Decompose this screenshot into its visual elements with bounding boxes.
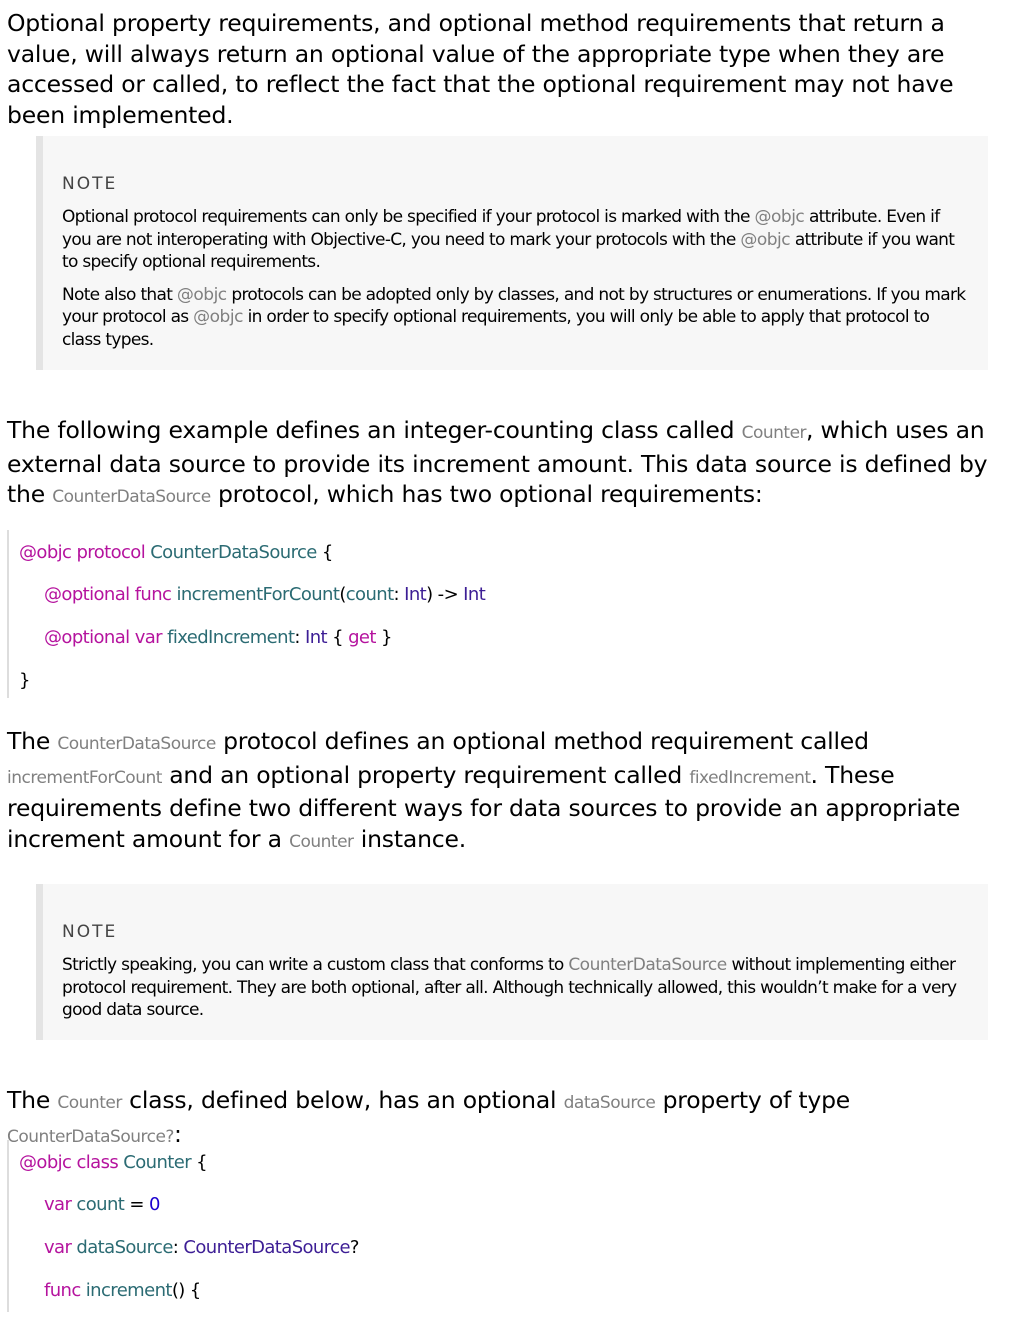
code-token: { bbox=[191, 1152, 207, 1173]
paragraph-optional-requirements bbox=[7, 8, 1017, 130]
code-token: : bbox=[393, 584, 405, 605]
code-token: var bbox=[44, 1237, 72, 1258]
code-token: : bbox=[172, 1237, 184, 1258]
code-token: ) -> bbox=[426, 584, 464, 605]
note-label: NOTE bbox=[62, 174, 118, 194]
code-token: @objc bbox=[19, 1152, 72, 1173]
code-line bbox=[44, 585, 485, 605]
note-text: in order to specify optional requirements, you will only be able to apply that protocol to class types. bbox=[62, 307, 930, 350]
paragraph-text: and an optional property requirement called bbox=[161, 760, 690, 789]
inline-code: @objc bbox=[176, 284, 227, 305]
code-line bbox=[19, 1153, 207, 1173]
note-label: NOTE bbox=[62, 922, 118, 942]
inline-code: CounterDataSource bbox=[57, 734, 216, 754]
code-block-counter-class bbox=[7, 1140, 1009, 1312]
code-line bbox=[19, 543, 333, 563]
code-token: @optional bbox=[44, 627, 130, 648]
note-text: attribute if you want to specify optional requirements. bbox=[62, 229, 955, 272]
code-token: Counter bbox=[123, 1152, 192, 1173]
code-token: Int bbox=[463, 584, 486, 605]
code-token: incrementForCount bbox=[176, 584, 340, 605]
paragraph-text: class, defined below, has an optional bbox=[121, 1086, 564, 1114]
note-box bbox=[36, 884, 988, 1040]
code-line bbox=[44, 1195, 160, 1215]
inline-code: CounterDataSource bbox=[568, 955, 727, 975]
note-text: without implementing either protocol requirement. They are both optional, after all. Although technically allowed, this wouldn’t make for a very good data source. bbox=[62, 955, 957, 1020]
inline-code: @objc bbox=[193, 307, 243, 327]
paragraph-text: The bbox=[7, 1086, 58, 1114]
code-token: { bbox=[327, 627, 349, 648]
inline-code: incrementForCount bbox=[7, 767, 162, 788]
inline-code: Counter bbox=[57, 1093, 122, 1113]
code-token: func bbox=[44, 1280, 81, 1301]
code-token: increment bbox=[85, 1280, 172, 1301]
code-line bbox=[19, 671, 30, 691]
paragraph-text: . These requirements define two different ways for data sources to provide an appropriate increment amount for a bbox=[7, 760, 961, 853]
code-token: { bbox=[316, 542, 333, 563]
code-token: 0 bbox=[148, 1194, 160, 1215]
note-paragraph bbox=[62, 206, 968, 274]
code-token: class bbox=[76, 1152, 119, 1173]
inline-code: fixedIncrement bbox=[689, 767, 811, 788]
inline-code: @objc bbox=[740, 229, 791, 250]
code-token: count bbox=[76, 1194, 125, 1215]
inline-code: CounterDataSource bbox=[52, 487, 211, 507]
code-token: @optional bbox=[44, 584, 130, 605]
code-token: = bbox=[124, 1194, 149, 1215]
note-text: attribute. Even if you are not interoperating with Objective-C, you need to mark your protocols with the bbox=[62, 207, 940, 250]
code-token: get bbox=[348, 627, 376, 648]
paragraph-counter-intro bbox=[7, 415, 1017, 513]
code-token: @objc bbox=[19, 542, 72, 563]
code-line bbox=[44, 1281, 201, 1301]
code-token: var bbox=[44, 1194, 72, 1215]
code-token: : bbox=[294, 627, 306, 648]
code-token: Int bbox=[305, 627, 327, 648]
inline-code: Counter bbox=[741, 423, 807, 443]
inline-code: Counter bbox=[289, 831, 354, 852]
code-token: var bbox=[134, 627, 162, 648]
paragraph-text: protocol defines an optional method requirement called bbox=[215, 727, 869, 755]
note-text: Optional protocol requirements can only be specified if your protocol is marked with the bbox=[62, 207, 755, 227]
code-token: dataSource bbox=[76, 1237, 173, 1258]
paragraph-text: property of type bbox=[655, 1086, 851, 1114]
paragraph-text: , which uses an external data source to provide its increment amount. This data source is defined by the bbox=[7, 416, 988, 508]
note-box bbox=[36, 136, 988, 370]
code-token: ? bbox=[349, 1237, 359, 1258]
note-paragraph bbox=[62, 954, 968, 1022]
paragraph-protocol-description bbox=[7, 726, 1017, 857]
code-token: CounterDataSource bbox=[183, 1237, 350, 1258]
code-line bbox=[44, 1238, 359, 1258]
note-paragraph bbox=[62, 284, 968, 352]
paragraph-text: Optional property requirements, and optional method requirements that return a value, will always return an optional value of the appropriate type when they are accessed or called, to reflect the fact that the optional requirement may not have been implemented. bbox=[7, 9, 954, 129]
code-token: } bbox=[375, 627, 392, 648]
note-text: protocols can be adopted only by classes, and not by structures or enumerations. If you mark your protocol as bbox=[62, 284, 966, 327]
inline-code: CounterDataSource? bbox=[7, 1126, 174, 1147]
code-token: fixedIncrement bbox=[167, 627, 295, 648]
code-token: () { bbox=[171, 1280, 201, 1301]
paragraph-text: The following example defines an integer-counting class called bbox=[7, 416, 742, 444]
code-token: protocol bbox=[76, 542, 146, 563]
code-token: count bbox=[345, 584, 394, 605]
code-token: ( bbox=[339, 584, 346, 605]
inline-code: @objc bbox=[754, 207, 805, 227]
paragraph-text: instance. bbox=[353, 824, 467, 853]
code-token: func bbox=[134, 584, 172, 605]
note-text: Strictly speaking, you can write a custom class that conforms to bbox=[62, 955, 569, 975]
code-token: CounterDataSource bbox=[150, 542, 317, 563]
code-token: Int bbox=[404, 584, 427, 605]
note-text: Note also that bbox=[62, 284, 177, 305]
code-block-protocol bbox=[7, 530, 1009, 698]
paragraph-text: protocol, which has two optional requirements: bbox=[210, 480, 763, 508]
inline-code: dataSource bbox=[563, 1093, 656, 1113]
code-line bbox=[44, 628, 392, 648]
paragraph-text: : bbox=[173, 1119, 182, 1148]
paragraph-text: The bbox=[7, 727, 58, 755]
code-token: } bbox=[19, 670, 30, 691]
